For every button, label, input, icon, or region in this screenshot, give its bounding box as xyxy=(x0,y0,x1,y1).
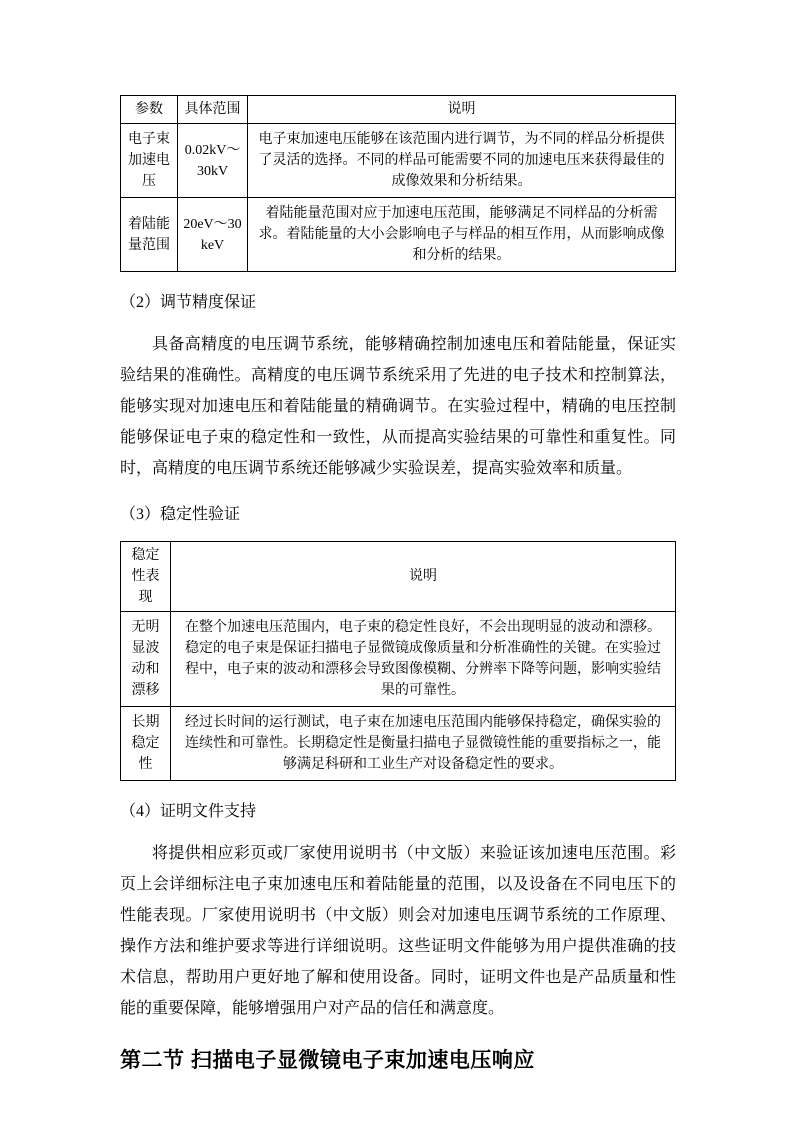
table1-row1-desc: 着陆能量范围对应于加速电压范围，能够满足不同样品的分析需求。着陆能量的大小会影响电子与样品的相互作用，从而影响成像和分析的结果。 xyxy=(248,198,676,272)
table1-row0-param: 电子束加速电压 xyxy=(121,124,178,198)
table-header-row xyxy=(121,96,676,124)
table-header-row xyxy=(121,542,676,612)
table1-header-range: 具体范围 xyxy=(178,96,248,124)
table-row xyxy=(121,198,676,272)
table1-row1-range: 20eV～30keV xyxy=(178,198,248,272)
table2-row1-param: 长期稳定性 xyxy=(121,707,171,781)
subsection-heading-4: （4）证明文件支持 xyxy=(120,803,257,820)
voltage-parameters-table xyxy=(120,95,676,272)
table2-row0-param: 无明显波动和漂移 xyxy=(121,612,171,707)
table-row xyxy=(121,707,676,781)
table-row xyxy=(121,124,676,198)
subsection-heading-3: （3）稳定性验证 xyxy=(120,506,241,523)
table2-row0-desc: 在整个加速电压范围内，电子束的稳定性良好，不会出现明显的波动和漂移。稳定的电子束是保证扫描电子显微镜成像质量和分析准确性的关键。在实验过程中，电子束的波动和漂移会导致图像模糊、分辨率下降等问题，影响实验结果的可靠性。 xyxy=(171,612,676,707)
table-row xyxy=(121,612,676,707)
table2-header-param: 稳定性表现 xyxy=(121,542,171,612)
subsection-heading-2: （2）调节精度保证 xyxy=(120,294,257,311)
section-title: 第二节 扫描电子显微镜电子束加速电压响应 xyxy=(120,1049,535,1072)
stability-table xyxy=(120,541,676,781)
table2-header-desc: 说明 xyxy=(171,542,676,612)
voltage-parameters-table-block xyxy=(120,95,676,272)
table2-row1-desc: 经过长时间的运行测试，电子束在加速电压范围内能够保持稳定，确保实验的连续性和可靠性。长期稳定性是衡量扫描电子显微镜性能的重要指标之一，能够满足科研和工业生产对设备稳定性的要求。 xyxy=(171,707,676,781)
table1-header-desc: 说明 xyxy=(248,96,676,124)
stability-table-block xyxy=(120,541,676,781)
table1-row1-param: 着陆能量范围 xyxy=(121,198,178,272)
paragraph-documentation: 将提供相应彩页或厂家使用说明书（中文版）来验证该加速电压范围。彩页上会详细标注电子束加速电压和着陆能量的范围，以及设备在不同电压下的性能表现。厂家使用说明书（中文版）则会对加速电压调节系统的工作原理、操作方法和维护要求等进行详细说明。这些证明文件能够为用户提供准确的技术信息，帮助用户更好地了解和使用设备。同时，证明文件也是产品质量和性能的重要保障，能够增强用户对产品的信任和满意度。 xyxy=(120,845,676,1017)
table1-row0-range: 0.02kV～30kV xyxy=(178,124,248,198)
paragraph-precision: 具备高精度的电压调节系统，能够精确控制加速电压和着陆能量，保证实验结果的准确性。高精度的电压调节系统采用了先进的电子技术和控制算法，能够实现对加速电压和着陆能量的精确调节。在实验过程中，精确的电压控制能够保证电子束的稳定性和一致性，从而提高实验结果的可靠性和重复性。同时，高精度的电压调节系统还能够减少实验误差，提高实验效率和质量。 xyxy=(120,336,676,477)
table1-header-param: 参数 xyxy=(121,96,178,124)
table1-row0-desc: 电子束加速电压能够在该范围内进行调节，为不同的样品分析提供了灵活的选择。不同的样品可能需要不同的加速电压来获得最佳的成像效果和分析结果。 xyxy=(248,124,676,198)
